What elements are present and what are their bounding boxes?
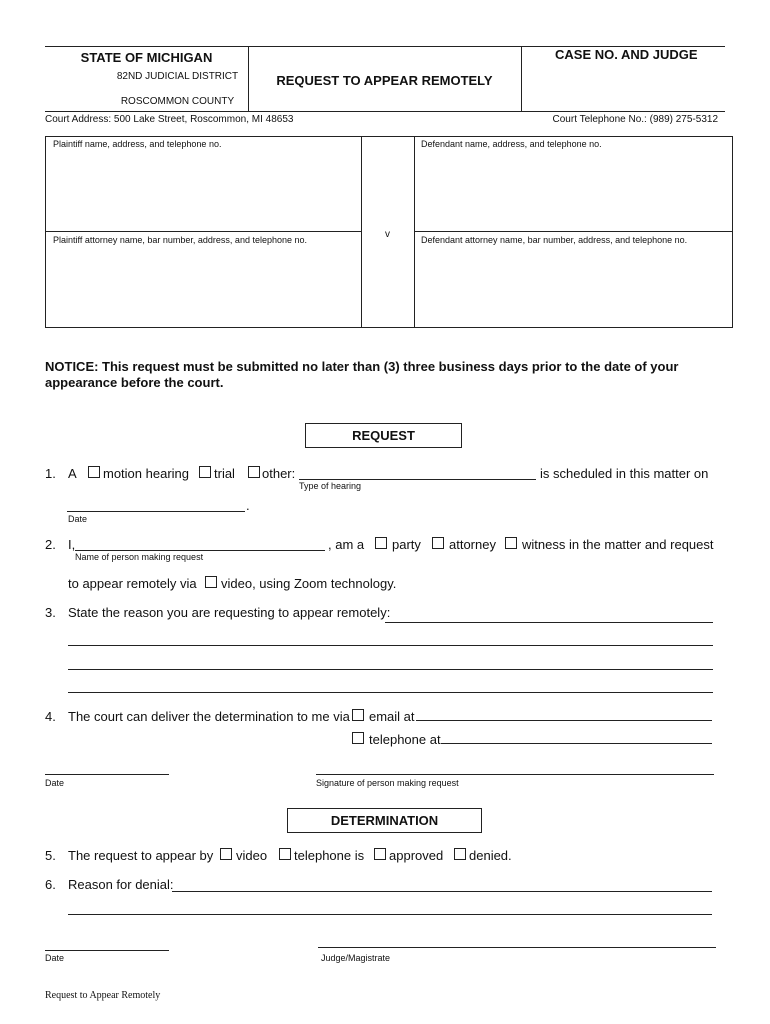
request-signature-caption: Signature of person making request [316,778,459,788]
trial-checkbox[interactable] [199,466,211,478]
court-telephone: Court Telephone No.: (989) 275-5312 [552,114,718,125]
plaintiff-field[interactable] [46,152,360,230]
denial-reason-prompt: Reason for denial: [68,877,174,892]
reason-line-3[interactable] [68,669,713,670]
request-date-line[interactable] [45,774,169,775]
hearing-type-line[interactable] [299,479,536,480]
denial-reason-line-2[interactable] [68,914,712,915]
defendant-attorney-label: Defendant attorney name, bar number, address, and telephone no. [421,235,688,245]
attorney-label: attorney [449,537,496,552]
judge-signature-line[interactable] [318,947,716,948]
reason-line-4[interactable] [68,692,713,693]
determination-telephone-checkbox[interactable] [279,848,291,860]
appear-by-text: The request to appear by [68,848,214,863]
type-of-hearing-caption: Type of hearing [299,481,362,491]
telephone-label: telephone at [369,732,441,747]
defendant-field[interactable] [415,152,732,230]
attorney-checkbox[interactable] [432,537,444,549]
witness-checkbox[interactable] [505,537,517,549]
other-checkbox[interactable] [248,466,260,478]
case-no-label: CASE NO. AND JUDGE [555,47,698,62]
request-heading: REQUEST [305,423,462,448]
reason-line-2[interactable] [68,645,713,646]
telephone-line[interactable] [441,743,712,744]
reason-line-1[interactable] [385,622,713,623]
approved-label: approved [389,848,444,863]
trial-label: trial [214,466,235,481]
denied-label: denied. [469,848,512,863]
determination-video-label: video [236,848,268,863]
determination-heading: DETERMINATION [287,808,482,833]
other-label: other: [262,466,296,481]
item-1-number: 1. [45,466,56,481]
determination-video-checkbox[interactable] [220,848,232,860]
email-line[interactable] [416,720,712,721]
determination-telephone-label: telephone is [294,848,365,863]
request-date-caption: Date [45,778,65,788]
request-signature-line[interactable] [316,774,714,775]
defendant-label: Defendant name, address, and telephone no. [421,139,602,149]
item-2-number: 2. [45,537,56,552]
state-name: STATE OF MICHIGAN [80,50,213,65]
approved-checkbox[interactable] [374,848,386,860]
court-address: Court Address: 500 Lake Street, Roscommon, MI 48653 [45,114,294,125]
form-title: REQUEST TO APPEAR REMOTELY [276,73,493,88]
item-5-number: 5. [45,848,56,863]
email-checkbox[interactable] [352,709,364,721]
item-4-number: 4. [45,709,56,724]
delivery-prompt: The court can deliver the determination to me via [68,709,350,724]
footer-form-name: Request to Appear Remotely [45,990,161,1001]
district-name: 82ND JUDICIAL DISTRICT [116,71,239,82]
item-1-a: A [68,466,77,481]
notice-line-2: appearance before the court. [45,375,224,390]
telephone-checkbox[interactable] [352,732,364,744]
party-checkbox[interactable] [375,537,387,549]
witness-label: witness in the matter and request [522,537,714,552]
party-label: party [392,537,421,552]
hearing-date-caption: Date [68,514,88,524]
determination-date-caption: Date [45,953,65,963]
appear-remotely-text: to appear remotely via [68,576,197,591]
notice-line-1: NOTICE: This request must be submitted no later than (3) three business days prior to the date of your [45,359,679,374]
email-label: email at [369,709,415,724]
item-6-number: 6. [45,877,56,892]
requester-name-caption: Name of person making request [75,552,204,562]
determination-date-line[interactable] [45,950,169,951]
reason-prompt: State the reason you are requesting to appear remotely: [68,605,391,620]
denied-checkbox[interactable] [454,848,466,860]
motion-hearing-label: motion hearing [103,466,189,481]
video-zoom-checkbox[interactable] [205,576,217,588]
denial-reason-line-1[interactable] [172,891,712,892]
item-2-i: I, [68,537,76,552]
video-zoom-label: video, using Zoom technology. [221,576,397,591]
county-name: ROSCOMMON COUNTY [120,96,235,107]
plaintiff-label: Plaintiff name, address, and telephone no. [53,139,222,149]
hearing-date-line[interactable] [67,511,245,512]
plaintiff-attorney-field[interactable] [46,248,360,327]
judge-caption: Judge/Magistrate [321,953,391,963]
requester-name-line[interactable] [75,550,325,551]
scheduled-text: is scheduled in this matter on [540,466,709,481]
am-a-text: , am a [328,537,365,552]
plaintiff-attorney-label: Plaintiff attorney name, bar number, address, and telephone no. [53,235,307,245]
motion-hearing-checkbox[interactable] [88,466,100,478]
versus-label: v [385,229,390,240]
item-1-period: . [246,498,250,513]
defendant-attorney-field[interactable] [415,248,732,327]
item-3-number: 3. [45,605,56,620]
